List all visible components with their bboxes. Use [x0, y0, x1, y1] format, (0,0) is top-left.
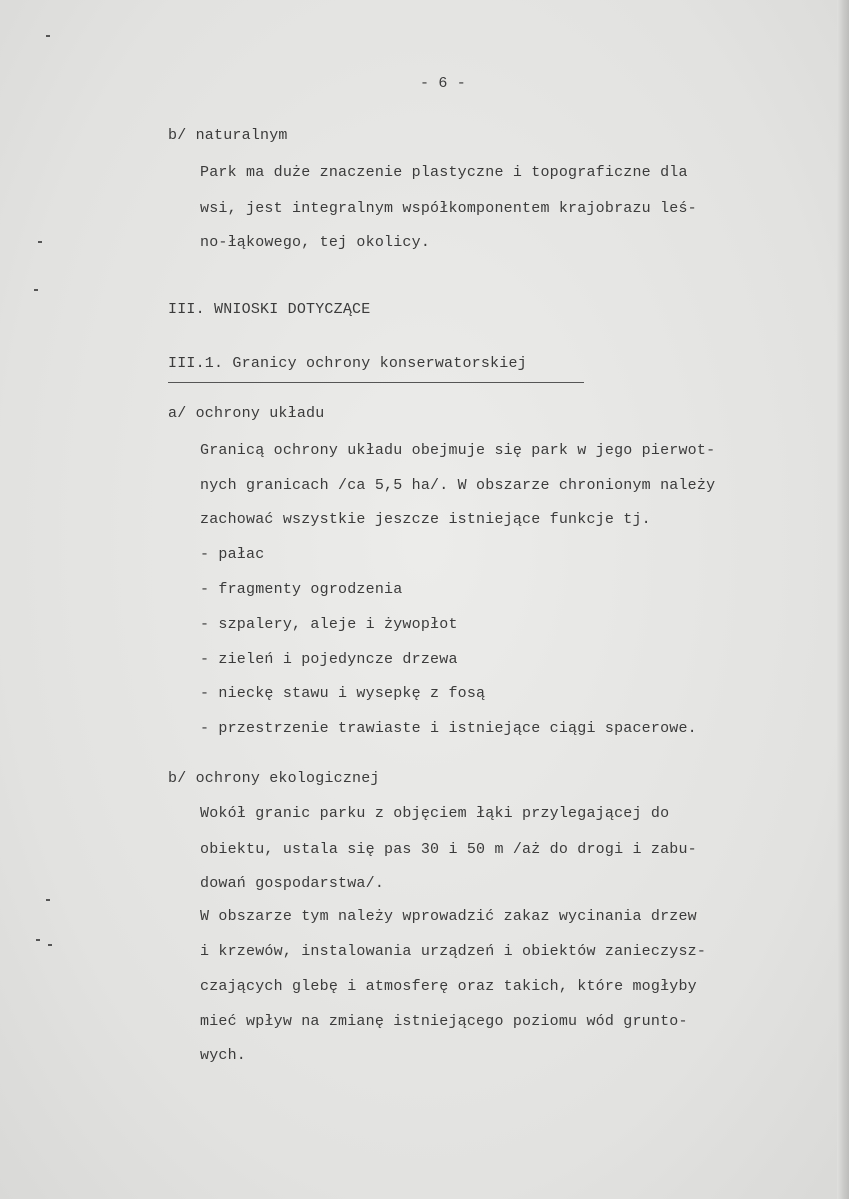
text-line: nych granicach /ca 5,5 ha/. W obszarze chronionym należy — [200, 477, 716, 494]
text-line: wsi, jest integralnym współkomponentem krajobrazu leś- — [200, 200, 697, 217]
margin-mark — [34, 289, 38, 291]
list-item: - nieckę stawu i wysepkę z fosą — [200, 685, 486, 702]
list-item: - przestrzenie trawiaste i istniejące ciągi spacerowe. — [200, 720, 697, 737]
heading-underline — [168, 382, 584, 383]
margin-mark — [46, 35, 50, 37]
list-item: - pałac — [200, 546, 265, 563]
section-iii-1-heading: III.1. Granicy ochrony konserwatorskiej — [168, 355, 527, 372]
text-line: Granicą ochrony układu obejmuje się park w jego pierwot- — [200, 442, 716, 459]
subsection-b-heading: b/ ochrony ekologicznej — [168, 770, 380, 787]
margin-mark — [38, 241, 42, 243]
margin-mark — [46, 899, 50, 901]
text-line: wych. — [200, 1047, 247, 1064]
text-line: Park ma duże znaczenie plastyczne i topograficzne dla — [200, 164, 688, 181]
list-item: - szpalery, aleje i żywopłot — [200, 616, 458, 633]
text-line: zachować wszystkie jeszcze istniejące funkcje tj. — [200, 511, 651, 528]
text-line: W obszarze tym należy wprowadzić zakaz wycinania drzew — [200, 908, 697, 925]
section-b-heading: b/ naturalnym — [168, 127, 288, 144]
page-edge-shadow — [837, 0, 849, 1199]
text-line: obiektu, ustala się pas 30 i 50 m /aż do drogi i zabu- — [200, 841, 697, 858]
margin-mark — [48, 944, 52, 946]
text-line: mieć wpływ na zmianę istniejącego poziomu wód grunto- — [200, 1013, 688, 1030]
margin-mark — [36, 939, 40, 941]
page-number: - 6 - — [420, 75, 467, 92]
text-line: Wokół granic parku z objęciem łąki przylegającej do — [200, 805, 670, 822]
section-iii-heading: III. WNIOSKI DOTYCZĄCE — [168, 301, 371, 318]
text-line: dowań gospodarstwa/. — [200, 875, 385, 892]
subsection-a-heading: a/ ochrony układu — [168, 405, 325, 422]
list-item: - zieleń i pojedyncze drzewa — [200, 651, 458, 668]
text-line: i krzewów, instalowania urządzeń i obiektów zanieczysz- — [200, 943, 707, 960]
text-line: czających glebę i atmosferę oraz takich, które mogłyby — [200, 978, 697, 995]
text-line: no-łąkowego, tej okolicy. — [200, 234, 431, 251]
list-item: - fragmenty ogrodzenia — [200, 581, 403, 598]
